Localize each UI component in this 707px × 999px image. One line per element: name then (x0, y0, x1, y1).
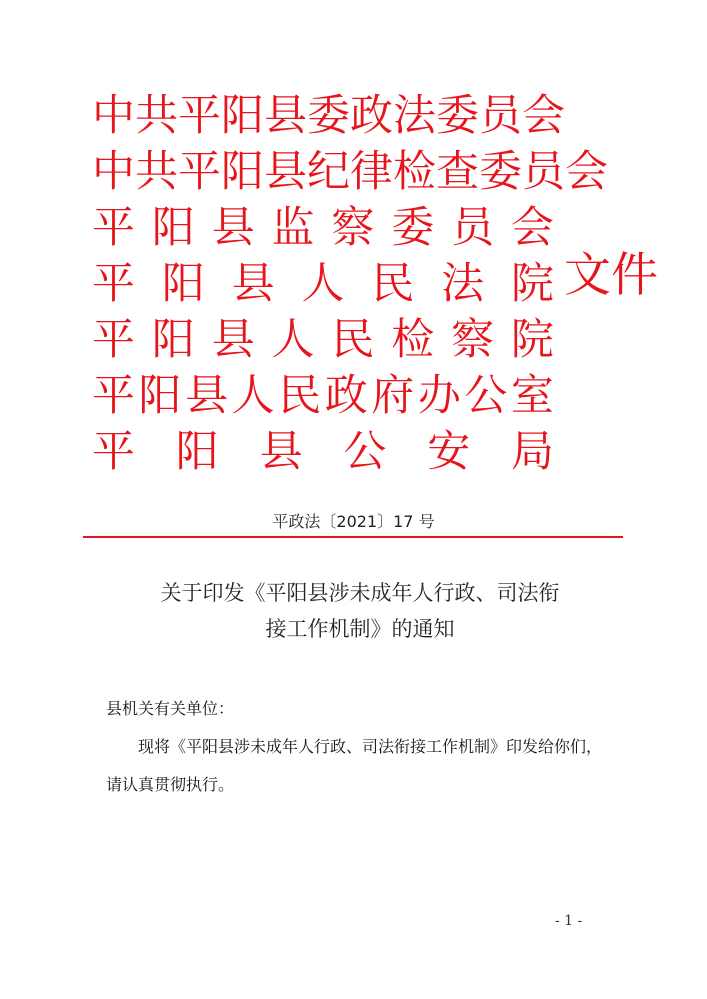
red-divider (83, 536, 623, 538)
issuer-line: 平 阳 县 人 民 检 察 院 (92, 315, 554, 365)
document-suffix: 文件 (564, 248, 658, 303)
document-title (60, 575, 660, 647)
salutation: 县机关有关单位： (106, 699, 235, 718)
body-paragraph: 现将《平阳县涉未成年人行政、司法衔接工作机制》印发给你们，请认真贯彻执行。 (106, 737, 603, 794)
issuer-line: 平 阳 县 监 察 委 员 会 (92, 203, 554, 253)
title-line-2: 接工作机制》的通知 (265, 617, 455, 641)
title-line-1: 关于印发《平阳县涉未成年人行政、司法衔 (160, 581, 560, 605)
document-body (106, 690, 606, 804)
issuer-line: 中 共 平 阳 县 委 政 法 委 员 会 (92, 91, 565, 141)
page-number: - 1 - (555, 913, 583, 929)
issuer-line: 平 阳 县 人 民 法 院 (92, 259, 554, 309)
issuer-line: 平 阳 县 公 安 局 (92, 427, 554, 477)
document-number: 平政法〔2021〕17 号 (272, 512, 435, 531)
issuer-line: 平 阳 县 人 民 政 府 办 公 室 (92, 371, 554, 421)
issuer-line: 中 共 平 阳 县 纪 律 检 查 委 员 会 (92, 147, 608, 197)
